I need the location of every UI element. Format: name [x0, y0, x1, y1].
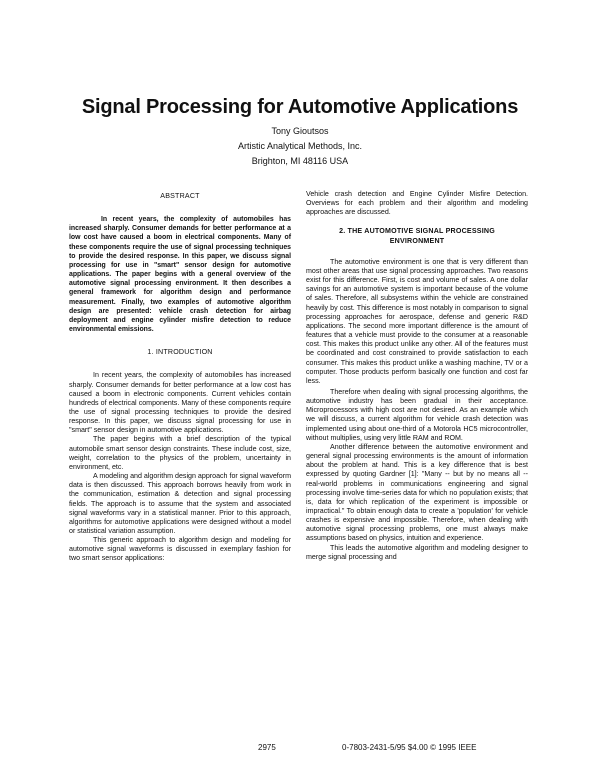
section-2-heading-line1: 2. THE AUTOMOTIVE SIGNAL PROCESSING	[339, 227, 495, 236]
paper-title: Signal Processing for Automotive Applications	[81, 96, 519, 118]
section-2-paragraph-2: Therefore when dealing with signal processing algorithms, the automotive industry has been gradual in their acceptance. Microprocessors with high cost are not desired. As an example which we will discuss, a current algorithm for vehicle crash detection was implemented using about one-third of a Motorola HC5 microcontroller, without multiplies, using very little RAM and ROM.	[306, 387, 528, 442]
section-2-paragraph-1: The automotive environment is one that is very different than most other areas that use signal processing approaches. Two reasons exist for this difference. First, is cost and volume of sales. A one dollar savings for an automotive system is important because of the volume of sales. Therefore, all subsystems within the vehicle are constrained heavily by cost. This difference is most notably in comparison to signal processing approaches for aerospace, defense and generic R&D applications. The second more important difference is the amount of features that a vehicle must provide to the consumer at a reasonable cost. This makes this product unlike any other. All of the features must be coordinated and cost constrained to provide satisfaction to each consumer. This makes this product unlike a washing machine, TV or a computer. Those products perform basically one function and cost far less.	[306, 257, 528, 385]
section-2-paragraph-4: This leads the automotive algorithm and modeling designer to merge signal processing and	[306, 543, 528, 561]
abstract-heading: ABSTRACT	[160, 192, 200, 200]
author-location: Brighton, MI 48116 USA	[251, 156, 349, 166]
page-number: 2975	[258, 743, 276, 752]
left-column	[69, 192, 291, 564]
section-2-heading-line2: ENVIRONMENT	[389, 236, 445, 245]
intro-paragraph-1: In recent years, the complexity of automobiles has increased sharply. Consumer demands for better performance at a low cost has caused a boom in electronic components. Current vehicles contain hundreds of electrical components. Many of these components require the use of signal processing techniques to provide the desired response. In this paper, we discuss signal processing for use in "smart" sensor design in automotive applications.	[69, 371, 291, 435]
author-name: Tony Gioutsos	[271, 126, 329, 136]
section-2-heading	[306, 227, 528, 245]
copyright-code: 0-7803-2431-5/95 $4.00 © 1995 IEEE	[342, 743, 477, 752]
author-affiliation: Artistic Analytical Methods, Inc.	[237, 141, 363, 151]
section-2-paragraph-3: Another difference between the automotive environment and general signal processing environments is the amount of information about the problem at hand. This is a key difference that is best expressed by quoting Gardner [1]: "Many -- but by no means all -- real-world problems in communications engineering and signal processing involve time-series data for which no population exists; that is, data for which replication of the experiment is impossible or impractical." To obtain enough data to create a 'population' for vehicle crashes is expensive and impossible. Therefore, when dealing with automotive signal processing problems, one must always make assumptions based on physics, intuition and experience.	[306, 442, 528, 543]
continuation-paragraph: Vehicle crash detection and Engine Cylinder Misfire Detection. Overviews for each problem and their algorithm and modeling approaches are discussed.	[306, 190, 528, 217]
intro-paragraph-3: A modeling and algorithm design approach for signal waveform data is then discussed. This approach borrows heavily from work in the communication, estimation & detection and signal processing fields. The approach is to assume that the system and associated signal waveforms vary in a statistical manner. Prior to this approach, algorithms for automotive applications were designed without a model or statistical variation assumption.	[69, 472, 291, 535]
intro-paragraph-4: This generic approach to algorithm design and modeling for automotive signal waveforms is discussed in exemplary fashion for two smart sensor applications:	[69, 536, 291, 563]
intro-paragraph-2: The paper begins with a brief description of the typical automobile smart sensor design constraints. These include cost, size, weight, correlation to the physics of the problem, uncertainty in environment, etc.	[69, 435, 291, 471]
abstract-text: In recent years, the complexity of automobiles has increased sharply. Consumer demands for better performance at a low cost have caused a boom in electrical components. Many of these components require the use of signal processing techniques to provide the desired response. In this paper, we discuss signal processing for use in "smart" sensor design for automotive applications. The paper begins with a general overview of the automotive signal processing environment. It then describes a general framework for algorithm design and performance measurement. Finally, two examples of automotive algorithm design are presented: vehicle crash detection for airbag deployment and engine cylinder misfire detection to reduce environmental emissions.	[69, 216, 291, 334]
right-column	[306, 190, 528, 562]
introduction-heading: 1. INTRODUCTION	[147, 348, 213, 357]
